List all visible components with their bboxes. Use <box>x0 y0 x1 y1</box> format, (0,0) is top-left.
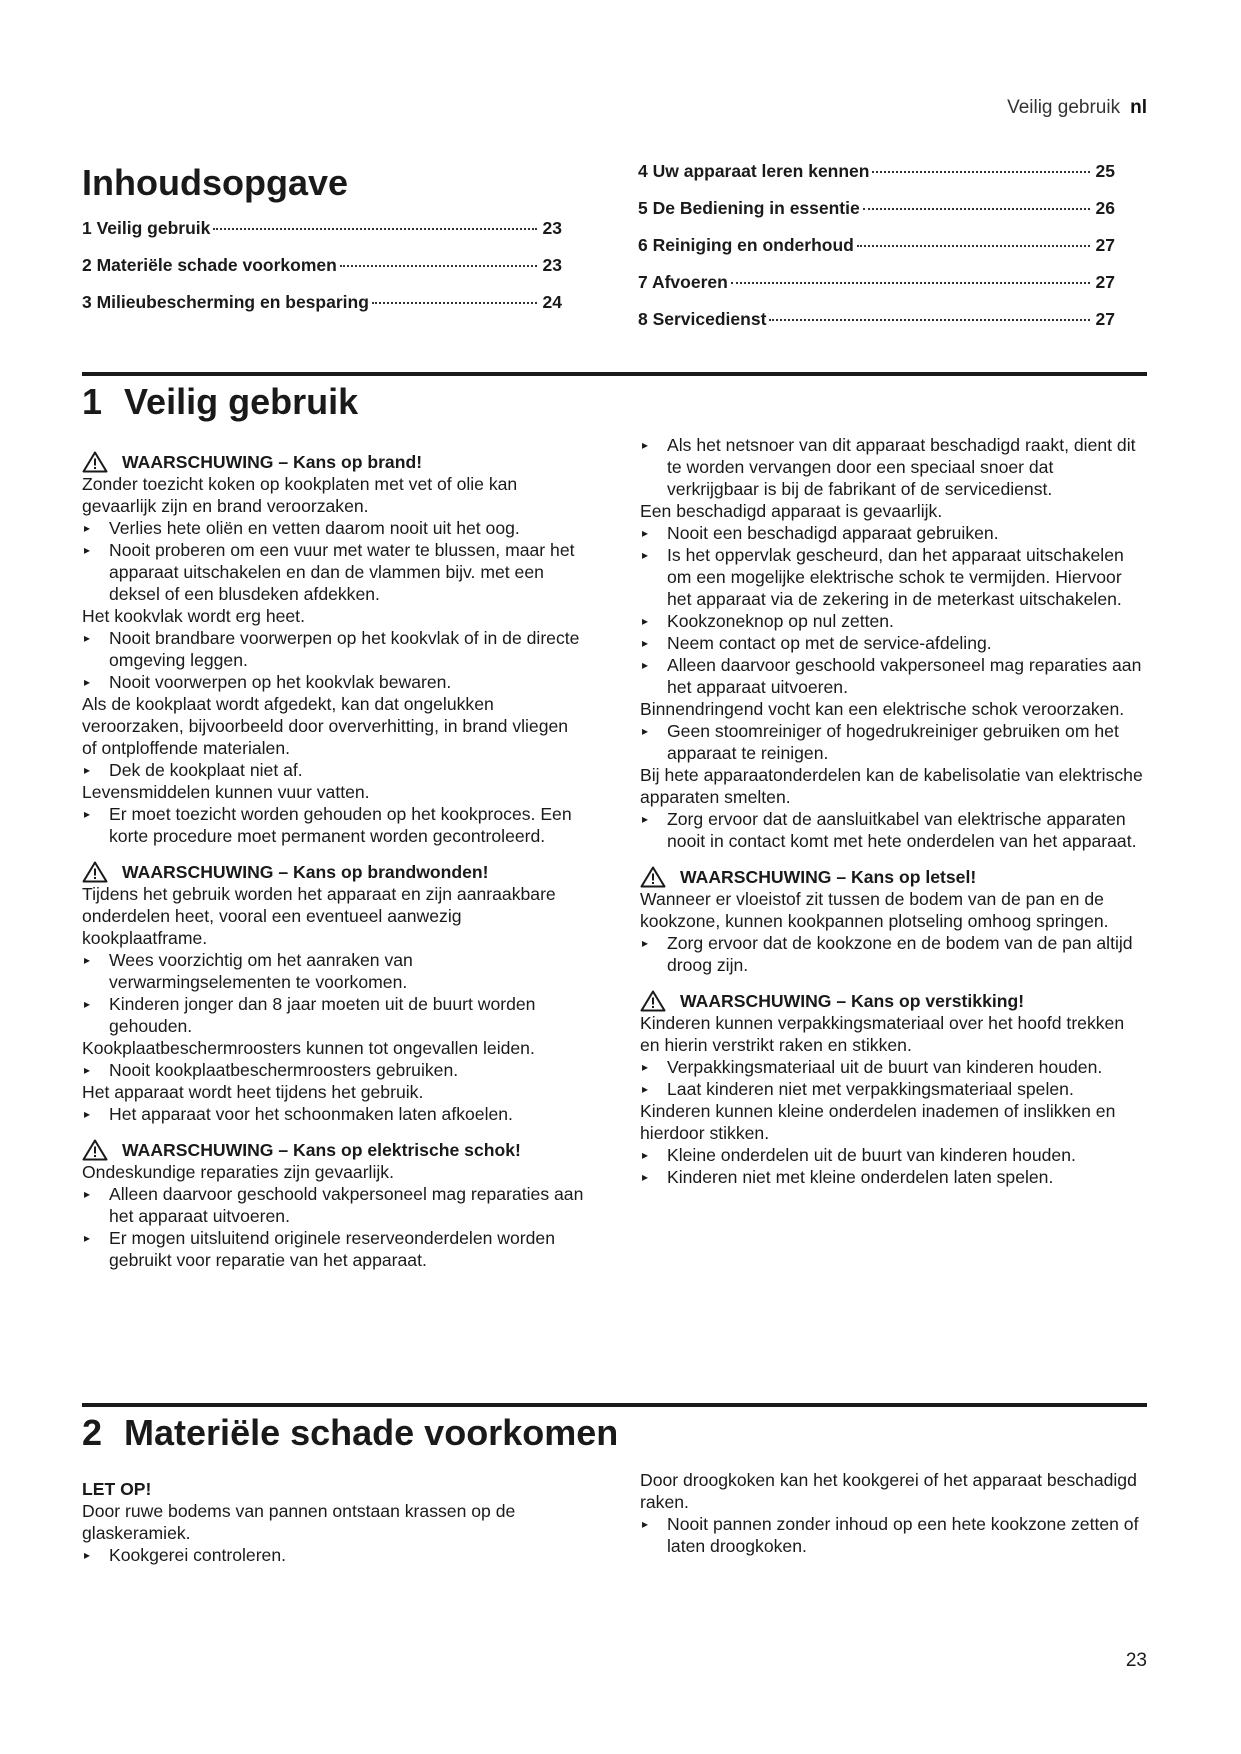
paragraph: Bij hete apparaatonderdelen kan de kabelisolatie van elektrische apparaten smelten. <box>640 765 1143 807</box>
warning-triangle-icon <box>82 451 108 473</box>
toc-entry[interactable] <box>82 218 562 255</box>
bullet-text: Alleen daarvoor geschoold vakpersoneel mag reparaties aan het apparaat uitvoeren. <box>667 655 1142 697</box>
toc-leader <box>863 208 1090 210</box>
bullet-arrow-icon: ▸ <box>642 724 649 738</box>
toc-leader <box>213 228 536 230</box>
bullet-arrow-icon: ▸ <box>642 1060 649 1074</box>
paragraph: Ondeskundige reparaties zijn gevaarlijk. <box>82 1162 394 1182</box>
bullet-text: Kleine onderdelen uit de buurt van kinderen houden. <box>667 1145 1076 1165</box>
bullet-arrow-icon: ▸ <box>84 763 91 777</box>
toc-entry[interactable] <box>638 161 1115 198</box>
bullet-arrow-icon: ▸ <box>84 1063 91 1077</box>
bullet-item <box>640 522 1145 544</box>
bullet-item <box>82 1227 587 1271</box>
toc-right <box>638 161 1115 346</box>
bullet-text: Nooit kookplaatbeschermroosters gebruiken. <box>109 1060 459 1080</box>
bullet-text: Kookzoneknop op nul zetten. <box>667 611 894 631</box>
bullet-text: Nooit een beschadigd apparaat gebruiken. <box>667 523 999 543</box>
warning-text: WAARSCHUWING – Kans op verstikking! <box>680 991 1025 1011</box>
section-1-heading <box>82 381 358 423</box>
toc-leader <box>769 319 1089 321</box>
bullet-arrow-icon: ▸ <box>642 614 649 628</box>
bullet-arrow-icon: ▸ <box>84 675 91 689</box>
toc-entry-label: 2 Materiële schade voorkomen <box>82 255 337 275</box>
toc-entry-label: 6 Reiniging en onderhoud <box>638 235 854 255</box>
paragraph: Kinderen kunnen verpakkingsmateriaal over het hoofd trekken en hierin verstrikt raken en stikken. <box>640 1013 1125 1055</box>
bullet-item <box>82 627 587 671</box>
bullet-text: Er moet toezicht worden gehouden op het kookproces. Een korte procedure moet permanent worden gecontroleerd. <box>109 804 572 846</box>
bullet-item <box>640 1078 1145 1100</box>
toc-entry[interactable] <box>82 255 562 292</box>
bullet-arrow-icon: ▸ <box>84 543 91 557</box>
toc-entry-page: 25 <box>1095 161 1115 181</box>
bullet-item <box>82 993 587 1037</box>
toc-entry-page: 24 <box>542 292 562 312</box>
bullet-item <box>82 539 587 605</box>
section-1-left-column <box>82 451 587 1271</box>
toc-entry[interactable] <box>638 198 1115 235</box>
paragraph: Het kookvlak wordt erg heet. <box>82 606 305 626</box>
bullet-text: Nooit pannen zonder inhoud op een hete kookzone zetten of laten droogkoken. <box>667 1514 1139 1556</box>
bullet-text: Geen stoomreiniger of hogedrukreiniger gebruiken om het apparaat te reinigen. <box>667 721 1119 763</box>
warning-text: WAARSCHUWING – Kans op letsel! <box>680 867 977 887</box>
bullet-text: Als het netsnoer van dit apparaat beschadigd raakt, dient dit te worden vervangen door een speciaal snoer dat verkrijgbaar is bij de fabrikant of de servicedienst. <box>667 435 1136 499</box>
page-number: 23 <box>1125 1650 1147 1671</box>
toc-entry-page: 23 <box>542 255 562 275</box>
bullet-item <box>82 671 587 693</box>
paragraph: Als de kookplaat wordt afgedekt, kan dat ongelukken veroorzaken, bijvoorbeeld door oververhitting, in brand vliegen of ontploffende materialen. <box>82 694 569 758</box>
warning-heading <box>82 1139 587 1161</box>
toc-entry-page: 26 <box>1095 198 1115 218</box>
bullet-arrow-icon: ▸ <box>642 1148 649 1162</box>
toc-entry-label: 3 Milieubescherming en besparing <box>82 292 369 312</box>
notice-heading: LET OP! <box>82 1479 152 1499</box>
bullet-text: Het apparaat voor het schoonmaken laten afkoelen. <box>109 1104 513 1124</box>
paragraph: Door droogkoken kan het kookgerei of het apparaat beschadigd raken. <box>640 1470 1137 1512</box>
bullet-text: Kinderen jonger dan 8 jaar moeten uit de buurt worden gehouden. <box>109 994 536 1036</box>
bullet-arrow-icon: ▸ <box>642 438 649 452</box>
bullet-item <box>640 632 1145 654</box>
bullet-arrow-icon: ▸ <box>84 631 91 645</box>
bullet-text: Dek de kookplaat niet af. <box>109 760 303 780</box>
warning-triangle-icon <box>640 866 666 888</box>
section-2-right-column <box>640 1469 1145 1557</box>
bullet-item <box>82 1183 587 1227</box>
section-1-rule <box>82 372 1147 376</box>
toc-entry-page: 27 <box>1095 272 1115 292</box>
bullet-item <box>82 803 587 847</box>
bullet-text: Kookgerei controleren. <box>109 1545 287 1565</box>
paragraph: Binnendringend vocht kan een elektrische schok veroorzaken. <box>640 699 1125 719</box>
bullet-arrow-icon: ▸ <box>84 997 91 1011</box>
toc-entry-label: 5 De Bediening in essentie <box>638 198 860 218</box>
bullet-arrow-icon: ▸ <box>84 1187 91 1201</box>
bullet-item <box>82 949 587 993</box>
section-2-left-column <box>82 1478 587 1566</box>
bullet-arrow-icon: ▸ <box>642 936 649 950</box>
toc-leader <box>731 282 1090 284</box>
toc-entry-label: 7 Afvoeren <box>638 272 728 292</box>
warning-triangle-icon <box>82 861 108 883</box>
warning-text: WAARSCHUWING – Kans op brand! <box>122 452 423 472</box>
warning-heading <box>640 990 1145 1012</box>
section-title: Veilig gebruik <box>124 381 359 422</box>
section-2-heading <box>82 1412 618 1454</box>
bullet-item <box>640 932 1145 976</box>
warning-triangle-icon <box>640 990 666 1012</box>
section-number: 2 <box>82 1412 103 1453</box>
warning-heading <box>82 861 587 883</box>
toc-entry-label: 8 Servicedienst <box>638 309 767 329</box>
paragraph: Het apparaat wordt heet tijdens het gebruik. <box>82 1082 424 1102</box>
warning-heading <box>640 866 1145 888</box>
bullet-item <box>640 434 1145 500</box>
paragraph: Kookplaatbeschermroosters kunnen tot ongevallen leiden. <box>82 1038 535 1058</box>
bullet-item <box>640 1144 1145 1166</box>
warning-text: WAARSCHUWING – Kans op brandwonden! <box>122 862 489 882</box>
paragraph: Levensmiddelen kunnen vuur vatten. <box>82 782 370 802</box>
bullet-item <box>82 1103 587 1125</box>
bullet-item <box>640 1056 1145 1078</box>
bullet-item <box>640 610 1145 632</box>
bullet-arrow-icon: ▸ <box>642 548 649 562</box>
bullet-arrow-icon: ▸ <box>84 1231 91 1245</box>
toc-entry[interactable] <box>638 309 1115 346</box>
bullet-item <box>82 759 587 781</box>
paragraph: Kinderen kunnen kleine onderdelen inademen of inslikken en hierdoor stikken. <box>640 1101 1116 1143</box>
section-2-rule <box>82 1403 1147 1407</box>
warning-triangle-icon <box>82 1139 108 1161</box>
toc-entry-page: 27 <box>1095 309 1115 329</box>
bullet-item <box>82 1544 587 1566</box>
toc-entry-page: 27 <box>1095 235 1115 255</box>
header-section: Veilig gebruik <box>1007 97 1121 118</box>
warning-heading <box>82 451 587 473</box>
bullet-item <box>82 517 587 539</box>
bullet-arrow-icon: ▸ <box>84 1548 91 1562</box>
bullet-text: Zorg ervoor dat de aansluitkabel van elektrische apparaten nooit in contact komt met hete onderdelen van het apparaat. <box>667 809 1137 851</box>
bullet-arrow-icon: ▸ <box>642 1517 649 1531</box>
section-1-right-column <box>640 434 1145 1188</box>
bullet-text: Verpakkingsmateriaal uit de buurt van kinderen houden. <box>667 1057 1103 1077</box>
warning-text: WAARSCHUWING – Kans op elektrische schok! <box>122 1140 521 1160</box>
bullet-text: Laat kinderen niet met verpakkingsmateriaal spelen. <box>667 1079 1074 1099</box>
toc-leader <box>857 245 1090 247</box>
bullet-arrow-icon: ▸ <box>642 1170 649 1184</box>
bullet-item <box>640 544 1145 610</box>
bullet-arrow-icon: ▸ <box>642 526 649 540</box>
bullet-arrow-icon: ▸ <box>84 953 91 967</box>
bullet-item <box>82 1059 587 1081</box>
bullet-text: Er mogen uitsluitend originele reserveonderdelen worden gebruikt voor reparatie van het apparaat. <box>109 1228 555 1270</box>
bullet-item <box>640 720 1145 764</box>
bullet-text: Nooit voorwerpen op het kookvlak bewaren. <box>109 672 452 692</box>
toc-entry[interactable] <box>638 272 1115 309</box>
bullet-arrow-icon: ▸ <box>642 812 649 826</box>
header-lang: nl <box>1130 97 1147 118</box>
running-header <box>1007 97 1147 119</box>
toc-entry[interactable] <box>638 235 1115 272</box>
toc-entry-label: 1 Veilig gebruik <box>82 218 211 238</box>
bullet-arrow-icon: ▸ <box>84 807 91 821</box>
section-title: Materiële schade voorkomen <box>124 1412 619 1453</box>
paragraph: Door ruwe bodems van pannen ontstaan krassen op de glaskeramiek. <box>82 1501 516 1543</box>
toc-leader <box>340 265 537 267</box>
bullet-text: Nooit brandbare voorwerpen op het kookvlak of in de directe omgeving leggen. <box>109 628 580 670</box>
bullet-item <box>640 1166 1145 1188</box>
bullet-text: Wees voorzichtig om het aanraken van verwarmingselementen te voorkomen. <box>109 950 413 992</box>
paragraph: Tijdens het gebruik worden het apparaat en zijn aanraakbare onderdelen heet, vooral een eventueel aanwezig kookplaatframe. <box>82 884 556 948</box>
bullet-arrow-icon: ▸ <box>642 1082 649 1096</box>
bullet-item <box>640 808 1145 852</box>
bullet-item <box>640 1513 1145 1557</box>
bullet-arrow-icon: ▸ <box>84 521 91 535</box>
paragraph: Wanneer er vloeistof zit tussen de bodem van de pan en de kookzone, kunnen kookpannen plotseling omhoog springen. <box>640 889 1109 931</box>
paragraph: Zonder toezicht koken op kookplaten met vet of olie kan gevaarlijk zijn en brand veroorzaken. <box>82 474 518 516</box>
bullet-text: Nooit proberen om een vuur met water te blussen, maar het apparaat uitschakelen en dan de vlammen bijv. met een deksel of een blusdeken afdekken. <box>109 540 575 604</box>
bullet-item <box>640 654 1145 698</box>
toc-left <box>82 218 562 329</box>
bullet-text: Alleen daarvoor geschoold vakpersoneel mag reparaties aan het apparaat uitvoeren. <box>109 1184 584 1226</box>
bullet-text: Is het oppervlak gescheurd, dan het apparaat uitschakelen om een mogelijke elektrische schok te vermijden. Hiervoor het apparaat via de zekering in de meterkast uitschakelen. <box>667 545 1124 609</box>
bullet-text: Zorg ervoor dat de kookzone en de bodem van de pan altijd droog zijn. <box>667 933 1133 975</box>
toc-entry-label: 4 Uw apparaat leren kennen <box>638 161 870 181</box>
bullet-arrow-icon: ▸ <box>642 636 649 650</box>
paragraph: Een beschadigd apparaat is gevaarlijk. <box>640 501 943 521</box>
toc-leader <box>872 171 1089 173</box>
toc-entry[interactable] <box>82 292 562 329</box>
bullet-text: Verlies hete oliën en vetten daarom nooit uit het oog. <box>109 518 520 538</box>
bullet-arrow-icon: ▸ <box>642 658 649 672</box>
bullet-text: Kinderen niet met kleine onderdelen laten spelen. <box>667 1167 1054 1187</box>
toc-title: Inhoudsopgave <box>82 162 349 203</box>
toc-entry-page: 23 <box>542 218 562 238</box>
toc-leader <box>372 302 537 304</box>
bullet-arrow-icon: ▸ <box>84 1107 91 1121</box>
bullet-text: Neem contact op met de service-afdeling. <box>667 633 992 653</box>
section-number: 1 <box>82 381 103 422</box>
